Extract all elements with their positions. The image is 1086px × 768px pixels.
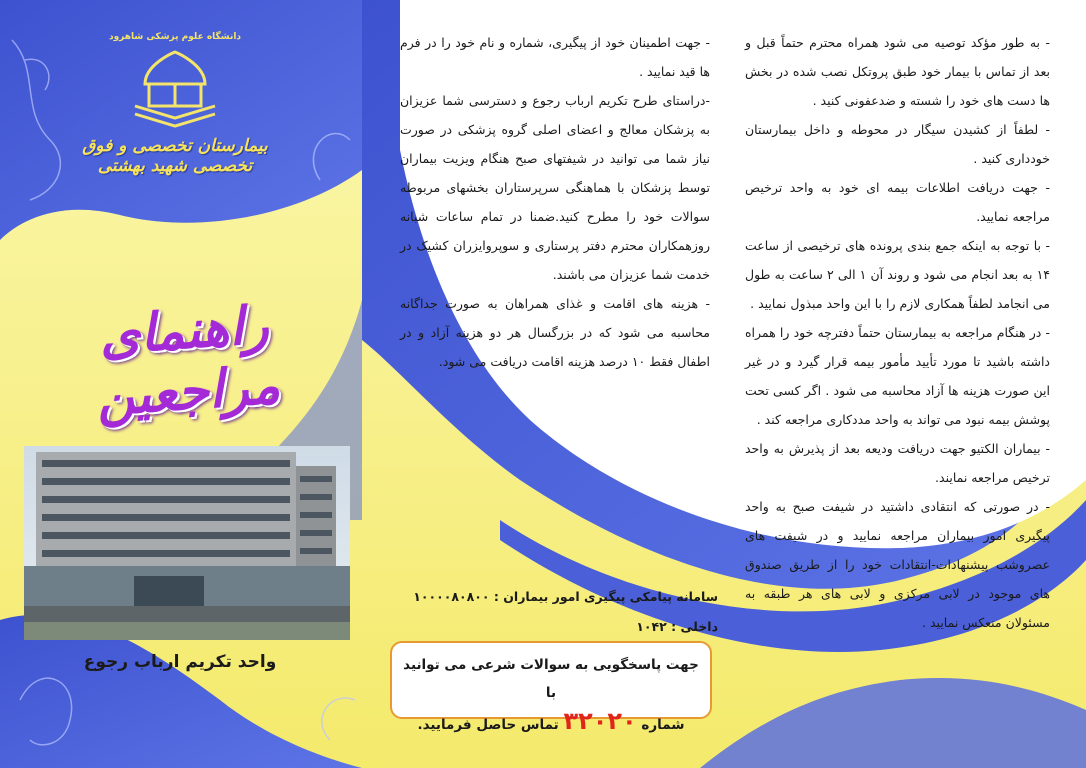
unit-name: واحد تکریم ارباب رجوع — [83, 652, 277, 672]
mosque-book-icon — [125, 44, 225, 134]
paragraph: - جهت اطمینان خود از پیگیری، شماره و نام خود را در فرم ها قید نمایید . — [400, 35, 710, 79]
callout-phone-number: ۳۲۰۲۰ — [563, 707, 637, 735]
paragraph: - در هنگام مراجعه به بیمارستان حتماً دفترچه خود را همراه داشته باشید تا مورد تأیید مأمور بیمه قرار گیرد و در غیر این صورت هزینه ها آزاد محاسبه می شود . اگر کسی تحت پوشش بیمه نبود می تواند به واحد مددکاری مراجعه کند . — [745, 325, 1050, 427]
paragraph: - هزینه های اقامت و غذای همراهان به صورت جداگانه محاسبه می شود که در بزرگسال هر دو هزینه آزاد و در اطفال فقط ۱۰ درصد هزینه اقامت دریافت می شود. — [400, 296, 710, 369]
callout-prefix: شماره — [641, 717, 685, 733]
religious-questions-callout — [390, 641, 712, 735]
paragraph: - در صورتی که انتقادی داشتید در شیفت صبح به واحد پیگیری امور بیماران مراجعه نمایید و در شیفت های عصروشب پیشنهادات-انتقادات خود را از طریق صندوق های موجود در لابی مرکزی و لابی های هر طبقه به مسئولان منعکس نمایید . — [745, 499, 1050, 630]
logo-subtitle: دانشگاه علوم پزشکی شاهرود — [108, 32, 242, 42]
callout-text: جهت پاسخگویی به سوالات شرعی می توانید با — [403, 657, 699, 701]
paragraph: - به طور مؤکد توصیه می شود همراه محترم حتماً قبل و بعد از تماس با بیمار خود طبق پروتکل نصب شده در بخش ها دست های خود را شسته و ضدعفونی کنید . — [745, 35, 1050, 108]
callout-number-line — [402, 707, 700, 739]
paragraph: - لطفاً از کشیدن سیگار در محوطه و داخل بیمارستان خودداری کنید . — [745, 122, 1050, 166]
hospital-logo — [70, 28, 280, 178]
middle-column-text — [400, 28, 710, 376]
hospital-name: بیمارستان تخصصی و فوق تخصصی شهید بهشتی — [82, 136, 268, 176]
sms-number-line: سامانه پیامکی پیگیری امور بیماران : ۱۰۰۰۰۸۰۸۰۰ — [413, 589, 718, 604]
hospital-building-photo — [24, 446, 350, 640]
paragraph: - بیماران الکتیو جهت دریافت ودیعه بعد از پذیرش به واحد ترخیص مراجعه نمایند. — [745, 441, 1050, 485]
internal-extension-line: داخلی : ۱۰۴۲ — [636, 619, 718, 634]
callout-suffix: تماس حاصل فرمایید. — [417, 717, 559, 733]
paragraph: -دراستای طرح تکریم ارباب رجوع و دسترسی شما عزیزان به پزشکان معالج و اعضای اصلی گروه پزشکی در صورت نیاز شما می توانید در شیفتهای صبح هنگام ویزیت بیماران توسط پزشکان با هماهنگی سرپرستاران بخشهای مربوطه سوالات خود را مطرح کنید.ضمنا در تمام ساعات شبانه روزهمکاران محترم دفتر پرستاری و سوپروایزران کشیک در خدمت شما عزیزان می باشند. — [400, 93, 710, 282]
right-column-text — [745, 28, 1050, 637]
paragraph: - جهت دریافت اطلاعات بیمه ای خود به واحد ترخیص مراجعه نمایید. — [745, 180, 1050, 224]
sms-info — [400, 582, 718, 642]
page-title: راهنمای مراجعین — [94, 294, 282, 429]
paragraph: - با توجه به اینکه جمع بندی پرونده های ترخیصی از ساعت ۱۴ به بعد انجام می شود و روند آن ۱ الی ۲ ساعت به طول می انجامد لطفاً همکاری لازم را با این واحد مبذول نمایید . — [745, 238, 1051, 311]
